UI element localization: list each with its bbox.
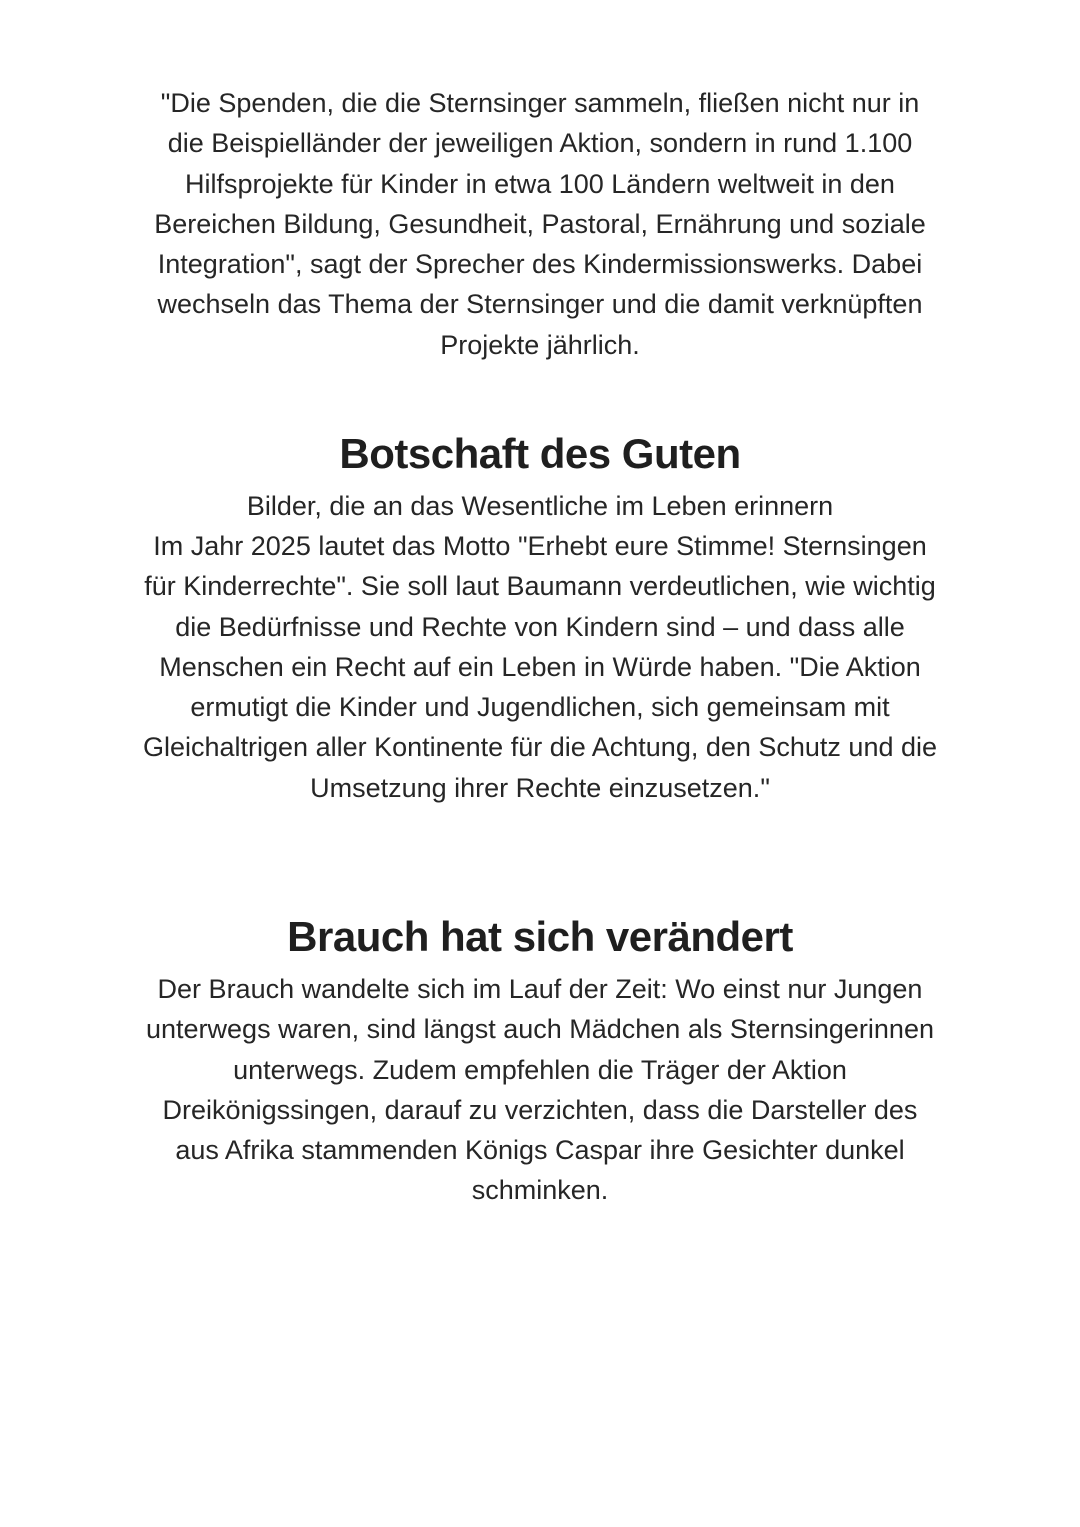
intro-paragraph: "Die Spenden, die die Sternsinger sammeln, fließen nicht nur in die Beispielländer der jeweiligen Aktion, sondern in rund 1.100 Hilfsprojekte für Kinder in etwa 100 Ländern weltweit in den Bereichen Bildung, Gesundheit, Pastoral, Ernährung und soziale Integration", sagt der Sprecher des Kindermissionswerks. Dabei wechseln das Thema der Sternsinger und die damit verknüpften Projekte jährlich.: [154, 88, 926, 360]
section-paragraph-botschaft: Im Jahr 2025 lautet das Motto "Erhebt eure Stimme! Sternsingen für Kinderrechte". Sie soll laut Baumann verdeutlichen, wie wichtig die Bedürfnisse und Rechte von Kindern sind – und dass alle Menschen ein Recht auf ein Leben in Würde haben. "Die Aktion ermutigt die Kinder und Jugendlichen, sich gemeinsam mit Gleichaltrigen aller Kontinente für die Achtung, den Schutz und die Umsetzung ihrer Rechte einzusetzen.": [142, 531, 938, 803]
section-heading-botschaft: Botschaft des Guten: [339, 430, 741, 477]
section-paragraph-brauch: Der Brauch wandelte sich im Lauf der Zeit: Wo einst nur Jungen unterwegs waren, sind längst auch Mädchen als Sternsingerinnen unterwegs. Zudem empfehlen die Träger der Aktion Dreikönigssingen, darauf zu verzichten, dass die Darsteller des aus Afrika stammenden Königs Caspar ihre Gesichter dunkel schminken.: [146, 974, 934, 1206]
section-heading-brauch: Brauch hat sich verändert: [287, 913, 793, 960]
section-subtitle: Bilder, die an das Wesentliche im Leben erinnern: [246, 491, 834, 521]
